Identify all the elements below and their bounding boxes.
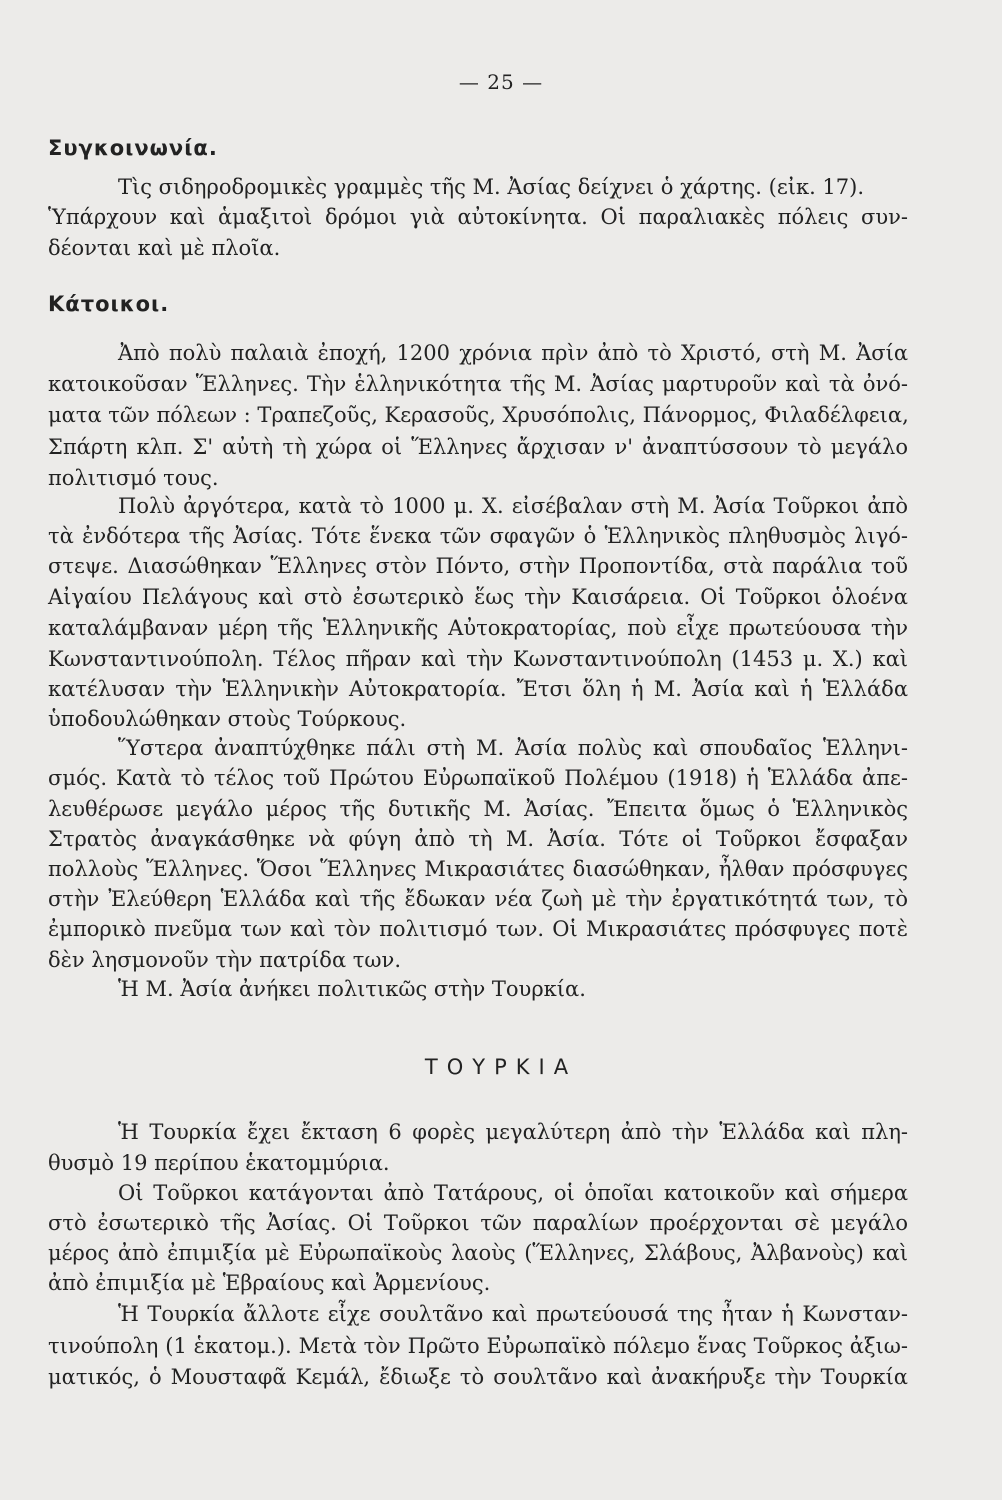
text-line: Σπάρτη κλπ. Σ' αὐτὴ τὴ χώρα οἱ Ἕλληνες ἄρχισαν ν' ἀναπτύσσουν τὸ μεγάλο <box>48 435 908 459</box>
heading-inhabitants: Κάτοικοι. <box>48 292 170 316</box>
text-line: θυσμὸ 19 περίπου ἑκατομμύρια. <box>48 1151 390 1175</box>
text-line: λευθέρωσε μεγάλο μέρος τῆς δυτικῆς Μ. Ἀσίας. Ἔπειτα ὅμως ὁ Ἑλληνικὸς <box>48 797 908 821</box>
section-title-turkey: ΤΟΥΡΚΙΑ <box>424 1055 578 1079</box>
text-line: καταλάμβαναν μέρη τῆς Ἑλληνικῆς Αὐτοκρατορίας, ποὺ εἶχε πρωτεύουσα τὴν <box>48 616 908 640</box>
text-line: Στρατὸς ἀναγκάσθηκε νὰ φύγη ἀπὸ τὴ Μ. Ἀσία. Τότε οἱ Τοῦρκοι ἔσφαξαν <box>48 827 908 851</box>
text-line: Ἀπὸ πολὺ παλαιὰ ἐποχή, 1200 χρόνια πρὶν ἀπὸ τὸ Χριστό, στὴ Μ. Ἀσία <box>118 341 908 365</box>
text-line: στεψε. Διασώθηκαν Ἕλληνες στὸν Πόντο, στὴν Προποντίδα, στὰ παράλια τοῦ <box>48 554 908 578</box>
text-line: κατοικοῦσαν Ἕλληνες. Τὴν ἑλληνικότητα τῆς Μ. Ἀσίας μαρτυροῦν καὶ τὰ ὀνό- <box>48 372 908 396</box>
text-line: Ἡ Τουρκία ἄλλοτε εἶχε σουλτᾶνο καὶ πρωτεύουσά της ἦταν ἡ Κωνσταν- <box>118 1302 908 1326</box>
text-line: Οἱ Τοῦρκοι κατάγονται ἀπὸ Τατάρους, οἱ ὁποῖαι κατοικοῦν καὶ σήμερα <box>118 1181 908 1205</box>
text-line: δὲν λησμονοῦν τὴν πατρίδα των. <box>48 948 401 972</box>
text-line: ὑποδουλώθηκαν στοὺς Τούρκους. <box>48 707 407 731</box>
text-line: στὸ ἐσωτερικὸ τῆς Ἀσίας. Οἱ Τοῦρκοι τῶν παραλίων προέρχονται σὲ μεγάλο <box>48 1211 908 1235</box>
text-line: μέρος ἀπὸ ἐπιμιξία μὲ Εὐρωπαϊκοὺς λαοὺς (Ἕλληνες, Σλάβους, Ἀλβανοὺς) καὶ <box>48 1241 908 1265</box>
page-number: — 25 — <box>458 70 544 94</box>
text-line: ματα τῶν πόλεων : Τραπεζοῦς, Κερασοῦς, Χρυσόπολις, Πάνορμος, Φιλαδέλφεια, <box>48 403 909 427</box>
text-line: Τὶς σιδηροδρομικὲς γραμμὲς τῆς Μ. Ἀσίας δείχνει ὁ χάρτης. (εἰκ. 17). <box>118 175 865 199</box>
heading-communication: Συγκοινωνία. <box>48 136 218 160</box>
text-line: πολιτισμό τους. <box>48 466 219 490</box>
text-line: δέονται καὶ μὲ πλοῖα. <box>48 236 281 260</box>
text-line: Ἡ Μ. Ἀσία ἀνήκει πολιτικῶς στὴν Τουρκία. <box>118 977 586 1001</box>
text-line: πολλοὺς Ἕλληνες. Ὅσοι Ἕλληνες Μικρασιάτες διασώθηκαν, ἦλθαν πρόσφυγες <box>48 857 908 881</box>
text-line: ματικός, ὁ Μουσταφᾶ Κεμάλ, ἔδιωξε τὸ σουλτᾶνο καὶ ἀνακήρυξε τὴν Τουρκία <box>48 1365 908 1389</box>
text-line: σμός. Κατὰ τὸ τέλος τοῦ Πρώτου Εὐρωπαϊκοῦ Πολέμου (1918) ἡ Ἑλλάδα ἀπε- <box>48 766 908 790</box>
text-line: κατέλυσαν τὴν Ἑλληνικὴν Αὐτοκρατορία. Ἔτσι ὅλη ἡ Μ. Ἀσία καὶ ἡ Ἑλλάδα <box>48 677 908 701</box>
text-line: Αἰγαίου Πελάγους καὶ στὸ ἐσωτερικὸ ἕως τὴν Καισάρεια. Οἱ Τοῦρκοι ὁλοένα <box>48 585 908 609</box>
text-line: Πολὺ ἀργότερα, κατὰ τὸ 1000 μ. Χ. εἰσέβαλαν στὴ Μ. Ἀσία Τοῦρκοι ἀπὸ <box>118 494 908 518</box>
text-line: τὰ ἐνδότερα τῆς Ἀσίας. Τότε ἕνεκα τῶν σφαγῶν ὁ Ἑλληνικὸς πληθυσμὸς λιγό- <box>48 524 908 548</box>
text-line: Ὕστερα ἀναπτύχθηκε πάλι στὴ Μ. Ἀσία πολὺς καὶ σπουδαῖος Ἑλληνι- <box>118 736 908 760</box>
text-line: Κωνσταντινούπολη. Τέλος πῆραν καὶ τὴν Κωνσταντινούπολη (1453 μ. Χ.) καὶ <box>48 647 908 671</box>
text-line: Ὑπάρχουν καὶ ἁμαξιτοὶ δρόμοι γιὰ αὐτοκίνητα. Οἱ παραλιακὲς πόλεις συν- <box>48 205 908 229</box>
text-line: τινούπολη (1 ἑκατομ.). Μετὰ τὸν Πρῶτο Εὐρωπαϊκὸ πόλεμο ἕνας Τοῦρκος ἀξιω- <box>48 1334 908 1358</box>
text-line: ἐμπορικὸ πνεῦμα των καὶ τὸν πολιτισμό των. Οἱ Μικρασιάτες πρόσφυγες ποτὲ <box>48 917 908 941</box>
text-line: ἀπὸ ἐπιμιξία μὲ Ἑβραίους καὶ Ἀρμενίους. <box>48 1271 491 1295</box>
text-line: Ἡ Τουρκία ἔχει ἔκταση 6 φορὲς μεγαλύτερη ἀπὸ τὴν Ἑλλάδα καὶ πλη- <box>118 1120 908 1144</box>
text-line: στὴν Ἐλεύθερη Ἑλλάδα καὶ τῆς ἔδωκαν νέα ζωὴ μὲ τὴν ἐργατικότητά των, τὸ <box>48 887 908 911</box>
